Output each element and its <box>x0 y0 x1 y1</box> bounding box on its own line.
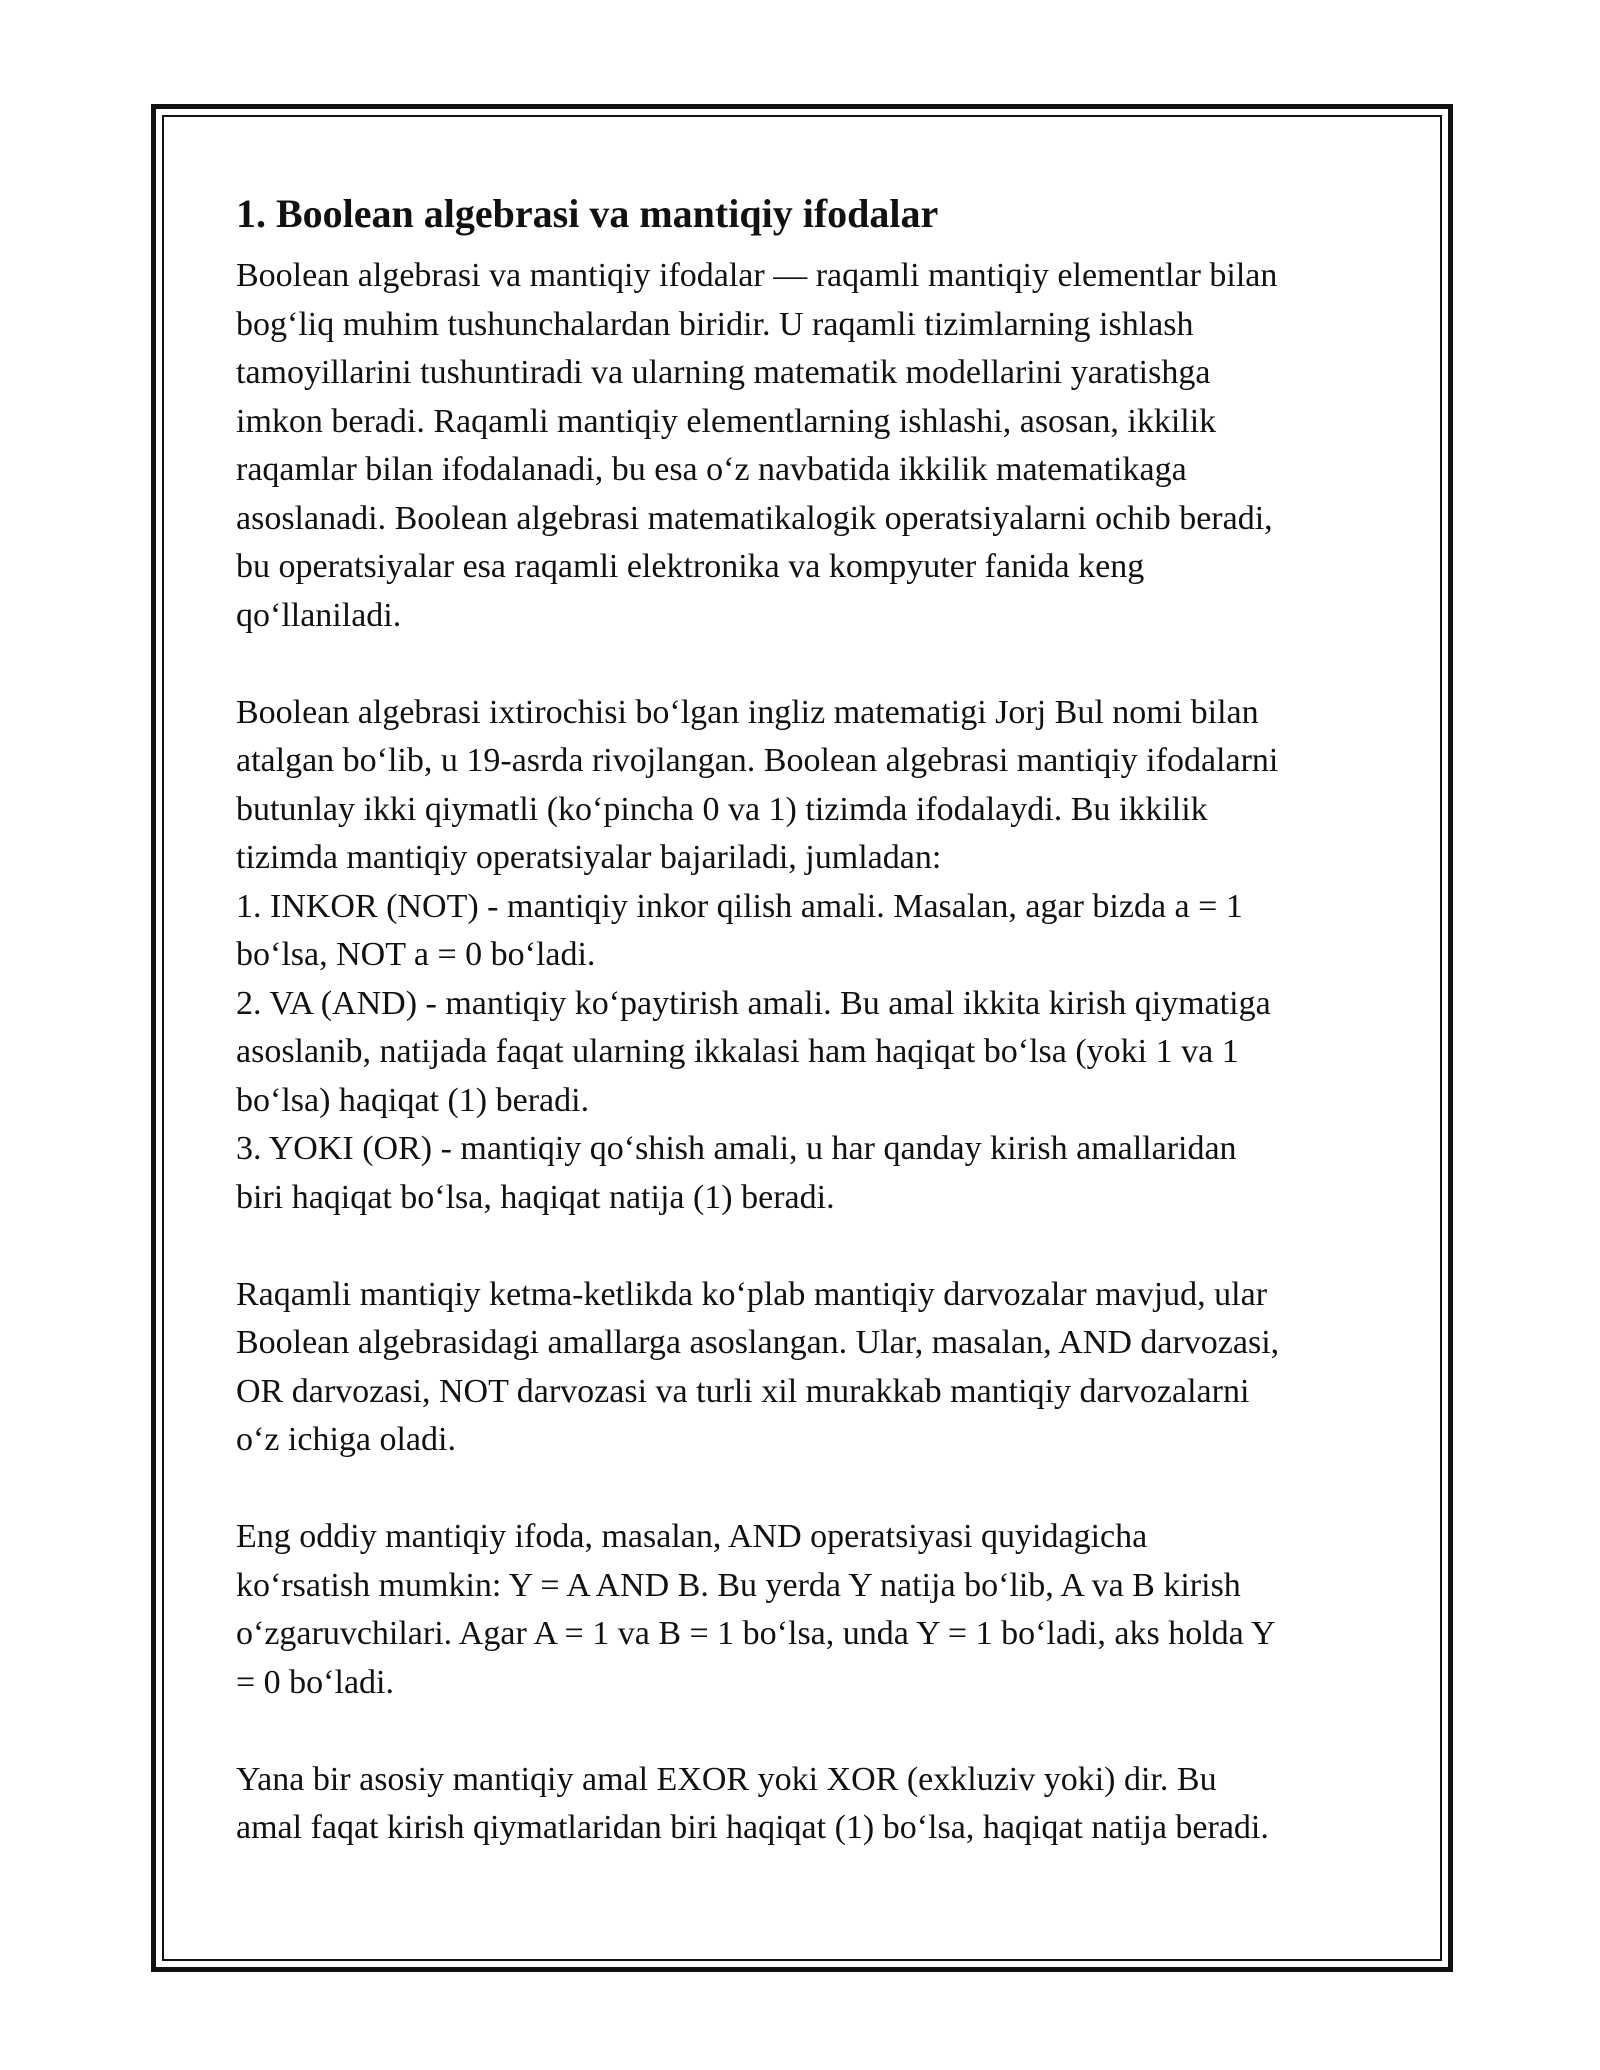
text-line: 2. VA (AND) - mantiqiy ko‘paytirish amali. Bu amal ikkita kirish qiymatiga <box>236 984 1271 1022</box>
paragraphs-container <box>236 252 1376 1853</box>
text-line: Boolean algebrasi ixtirochisi bo‘lgan ingliz matematigi Jorj Bul nomi bilan <box>236 693 1259 731</box>
text-line: OR darvozasi, NOT darvozasi va turli xil murakkab mantiqiy darvozalarni <box>236 1372 1250 1410</box>
text-line: = 0 bo‘ladi. <box>236 1663 394 1701</box>
text-line: 1. INKOR (NOT) - mantiqiy inkor qilish amali. Masalan, agar bizda a = 1 <box>236 887 1243 925</box>
text-line: biri haqiqat bo‘lsa, haqiqat natija (1) beradi. <box>236 1178 835 1216</box>
text-line: qo‘llaniladi. <box>236 596 402 634</box>
text-line: bo‘lsa, NOT a = 0 bo‘ladi. <box>236 936 596 973</box>
text-line: butunlay ikki qiymatli (ko‘pincha 0 va 1) tizimda ifodalaydi. Bu ikkilik <box>236 790 1208 828</box>
text-line: Raqamli mantiqiy ketma-ketlikda ko‘plab mantiqiy darvozalar mavjud, ular <box>236 1275 1268 1313</box>
text-line: asoslanib, natijada faqat ularning ikkalasi ham haqiqat bo‘lsa (yoki 1 va 1 <box>236 1033 1239 1070</box>
text-line: Yana bir asosiy mantiqiy amal EXOR yoki XOR (exkluziv yoki) dir. Bu <box>236 1760 1217 1798</box>
text-line: amal faqat kirish qiymatlaridan biri haqiqat (1) bo‘lsa, haqiqat natija beradi. <box>236 1809 1269 1846</box>
text-line: atalgan bo‘lib, u 19-asrda rivojlangan. Boolean algebrasi mantiqiy ifodalarni <box>236 742 1279 779</box>
text-line: bo‘lsa) haqiqat (1) beradi. <box>236 1081 590 1119</box>
paragraph <box>236 1513 1376 1707</box>
text-line: bog‘liq muhim tushunchalardan biridir. U raqamli tizimlarning ishlash <box>236 305 1194 343</box>
text-line: tamoyillarini tushuntiradi va ularning matematik modellarini yaratishga <box>236 354 1211 391</box>
text-line: bu operatsiyalar esa raqamli elektronika va kompyuter fanida keng <box>236 548 1145 585</box>
text-line: imkon beradi. Raqamli mantiqiy elementlarning ishlashi, asosan, ikkilik <box>236 402 1217 440</box>
paragraph <box>236 689 1376 1223</box>
text-line: raqamlar bilan ifodalanadi, bu esa o‘z navbatida ikkilik matematikaga <box>236 451 1187 488</box>
text-line: o‘z ichiga oladi. <box>236 1421 456 1458</box>
section-heading: 1. Boolean algebrasi va mantiqiy ifodalar <box>236 191 939 236</box>
text-line: tizimda mantiqiy operatsiyalar bajariladi, jumladan: <box>236 839 942 876</box>
text-line: Boolean algebrasidagi amallarga asoslangan. Ular, masalan, AND darvozasi, <box>236 1324 1280 1361</box>
paragraph <box>236 1271 1376 1465</box>
paragraph <box>236 252 1376 640</box>
text-line: o‘zgaruvchilari. Agar A = 1 va B = 1 bo‘lsa, unda Y = 1 bo‘ladi, aks holda Y <box>236 1615 1276 1652</box>
text-line: 3. YOKI (OR) - mantiqiy qo‘shish amali, u har qanday kirish amallaridan <box>236 1130 1237 1167</box>
document-body <box>236 184 1376 1901</box>
text-line: Eng oddiy mantiqiy ifoda, masalan, AND operatsiyasi quyidagicha <box>236 1518 1148 1555</box>
text-line: asoslanadi. Boolean algebrasi matematikalogik operatsiyalarni ochib beradi, <box>236 499 1273 537</box>
paragraph <box>236 1756 1376 1853</box>
text-line: ko‘rsatish mumkin: Y = A AND B. Bu yerda Y natija bo‘lib, A va B kirish <box>236 1566 1241 1604</box>
text-line: Boolean algebrasi va mantiqiy ifodalar — raqamli mantiqiy elementlar bilan <box>236 257 1278 294</box>
